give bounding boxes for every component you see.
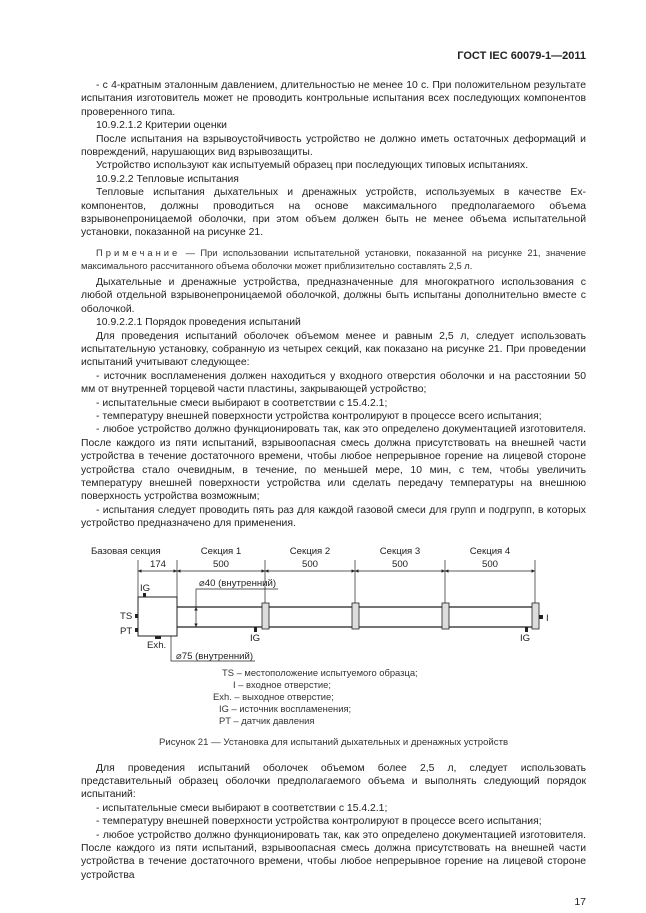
list-item: - температуру внешней поверхности устройства контролируют в процессе всего испытания; bbox=[96, 410, 542, 422]
dimension-value: 174 bbox=[149, 558, 167, 570]
paragraph: Для проведения испытаний оболочек объемом более 2,5 л, следует использовать представительный образец оболочки предполагаемого объема и выполнять следующий порядок испытаний: bbox=[81, 762, 586, 801]
dimension-lines bbox=[138, 560, 535, 661]
list-item: - испытания следует проводить пять раз для каждой газовой смеси для групп и подгрупп, в которых устройство предназначено для применения. bbox=[81, 504, 586, 530]
paragraph: Тепловые испытания дыхательных и дренажных устройств, используемых в качестве Ex-компонентов, должны проводиться на основе максимального предполагаемого объема взрывонепроницаемой оболочки, при этом объем должен быть не менее объема испытательной установки, показанной на рисунке 21. bbox=[81, 187, 586, 239]
section-label: Секция 4 bbox=[469, 545, 511, 557]
list-item: - испытательные смеси выбирают в соответствии с 15.4.2.1; bbox=[96, 802, 388, 814]
ig-label: IG bbox=[520, 632, 531, 644]
list-item: - источник воспламенения должен находиться у входного отверстия оболочки и на расстоянии 50 мм от внутренней торцевой части пластины, закрывающей устройство; bbox=[81, 370, 586, 396]
paragraph: Дыхательные и дренажные устройства, предназначенные для многократного использования с любой отдельной взрывонепроницаемой оболочкой, должны быть испытаны дополнительно вместе с оболочкой. bbox=[81, 276, 586, 315]
paragraph: Устройство используют как испытуемый образец при последующих типовых испытаниях. bbox=[96, 160, 529, 172]
dimension-value: 500 bbox=[391, 558, 409, 570]
section-label: Секция 2 bbox=[289, 545, 331, 557]
page-number: 17 bbox=[574, 896, 586, 909]
dimension-value: 500 bbox=[481, 558, 499, 570]
note-text: — При использовании испытательной установки, показанной на рисунке 21, значение максимального рассчитанного объема оболочки может приблизительно составлять 2,5 л. bbox=[81, 246, 586, 271]
legend-item: PT – датчик давления bbox=[219, 714, 315, 726]
inner-diameter-75: ⌀75 (внутренний) bbox=[176, 650, 254, 662]
paragraph: - с 4-кратным эталонным давлением, длительностью не менее 10 с. При положительном результате испытания изготовитель может не проводить контрольные испытания всех последующих компонентов проверенного типа. bbox=[81, 80, 586, 118]
list-item: - любое устройство должно функционировать так, как это определено документацией изготовителя. После каждого из пяти испытаний, взрывоопасная смесь должна присутствовать на внешней части устройства в течение достаточного времени, чтобы любое непрерывное горение на лицевой стороне устройства bbox=[81, 829, 586, 881]
ig-label: IG bbox=[140, 582, 151, 594]
dimension-value: 500 bbox=[301, 558, 319, 570]
exh-label: Exh. bbox=[147, 639, 167, 651]
list-item: - испытательные смеси выбирают в соответствии с 15.4.2.1; bbox=[96, 397, 388, 409]
figure-caption: Рисунок 21 — Установка для испытаний дыхательных и дренажных устройств bbox=[158, 736, 509, 748]
document-header: ГОСТ IEC 60079-1—2011 bbox=[457, 50, 586, 62]
section-label: Секция 1 bbox=[200, 545, 242, 557]
figure-21-diagram bbox=[0, 541, 646, 665]
legend-item: IG – источник воспламенения; bbox=[219, 702, 352, 714]
section-heading: 10.9.2.1.2 Критерии оценки bbox=[96, 120, 227, 132]
text-block-2 bbox=[81, 276, 586, 531]
legend-item: Exh. – выходное отверстие; bbox=[213, 690, 334, 702]
paragraph: Для проведения испытаний оболочек объемом менее и равным 2,5 л, следует использовать испытательную установку, собранную из четырех секций, как показано на рисунке 21. При проведении испытаний учитывают следующее: bbox=[81, 330, 586, 369]
legend-item: I – входное отверстие; bbox=[233, 678, 331, 690]
text-block-1 bbox=[81, 79, 586, 240]
ig-label: IG bbox=[250, 632, 261, 644]
note-label: Примечание bbox=[96, 246, 181, 258]
section-label: Секция 3 bbox=[379, 545, 421, 557]
paragraph: После испытания на взрывоустойчивость устройство не должно иметь остаточных деформаций и повреждений, нарушающих вид взрывозащиты. bbox=[81, 133, 586, 159]
i-label: I bbox=[546, 612, 549, 624]
section-heading: 10.9.2.2 Тепловые испытания bbox=[96, 173, 239, 185]
list-item: - любое устройство должно функционировать так, как это определено документацией изготовителя. После каждого из пяти испытаний, взрывоопасная смесь должна присутствовать на внешней части устройства в течение достаточного времени, чтобы любое непрерывное горение на лицевой стороне устройства стало очевидным, в течение, по меньшей мере, 10 мин, с тем, чтобы увеличить температуру внешней поверхности устройства или сделать передачу температуры на внешнюю поверхность устройства возможным; bbox=[81, 424, 586, 503]
ts-label: TS bbox=[120, 610, 133, 622]
section-heading: 10.9.2.2.1 Порядок проведения испытаний bbox=[96, 317, 301, 329]
pt-label: PT bbox=[120, 625, 133, 637]
figure-legend bbox=[81, 667, 586, 727]
note bbox=[81, 246, 586, 272]
inner-diameter-40: ⌀40 (внутренний) bbox=[199, 577, 277, 589]
legend-item: TS – местоположение испытуемого образца; bbox=[222, 666, 418, 678]
dimension-value: 500 bbox=[212, 558, 230, 570]
list-item: - температуру внешней поверхности устройства контролируют в процессе всего испытания; bbox=[96, 816, 542, 828]
text-block-3 bbox=[81, 762, 586, 883]
section-label: Базовая секция bbox=[91, 545, 161, 557]
page-body bbox=[81, 79, 586, 908]
